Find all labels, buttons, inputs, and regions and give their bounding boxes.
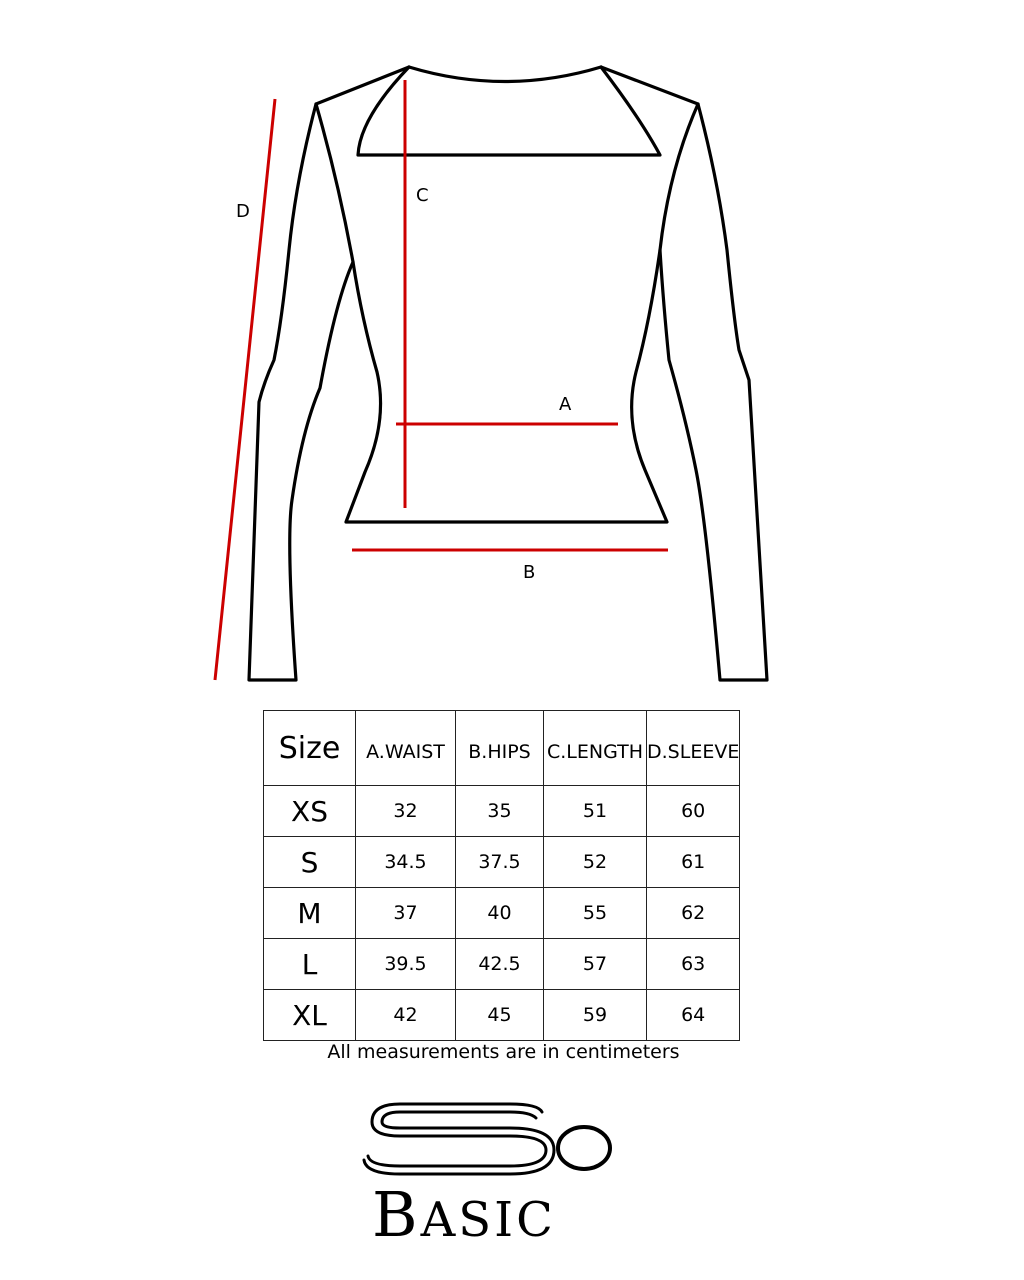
cell-waist: 32 <box>356 786 456 837</box>
cell-sleeve: 62 <box>647 888 740 939</box>
brand-logo <box>360 1098 630 1248</box>
label-a: A <box>559 394 572 415</box>
cell-hips: 45 <box>456 990 544 1041</box>
measurement-note: All measurements are in centimeters <box>327 1041 680 1063</box>
table-header-row <box>264 711 740 786</box>
cell-length: 51 <box>544 786 647 837</box>
measure-line-d-sleeve <box>215 99 275 680</box>
header-length: C.LENGTH <box>544 711 647 786</box>
label-b: B <box>523 562 536 583</box>
cell-sleeve: 63 <box>647 939 740 990</box>
table-row <box>264 888 740 939</box>
cell-waist: 34.5 <box>356 837 456 888</box>
size-chart-table <box>263 710 740 1041</box>
cell-sleeve: 61 <box>647 837 740 888</box>
cell-hips: 37.5 <box>456 837 544 888</box>
cell-waist: 37 <box>356 888 456 939</box>
cell-size: M <box>264 888 356 939</box>
cell-length: 55 <box>544 888 647 939</box>
right-sleeve <box>660 104 767 680</box>
table-row <box>264 786 740 837</box>
table-row <box>264 939 740 990</box>
logo-basic-text: BASIC <box>372 1178 556 1248</box>
cell-length: 57 <box>544 939 647 990</box>
cell-sleeve: 60 <box>647 786 740 837</box>
cell-hips: 42.5 <box>456 939 544 990</box>
table-row <box>264 837 740 888</box>
table-row <box>264 990 740 1041</box>
cell-length: 59 <box>544 990 647 1041</box>
header-sleeve: D.SLEEVE <box>647 711 740 786</box>
cell-sleeve: 64 <box>647 990 740 1041</box>
cell-size: XS <box>264 786 356 837</box>
cell-length: 52 <box>544 837 647 888</box>
garment-outline <box>316 67 698 522</box>
cell-hips: 40 <box>456 888 544 939</box>
header-waist: A.WAIST <box>356 711 456 786</box>
cell-size: S <box>264 837 356 888</box>
header-hips: B.HIPS <box>456 711 544 786</box>
label-d: D <box>236 201 250 222</box>
logo-o-letter <box>558 1127 610 1169</box>
cell-size: XL <box>264 990 356 1041</box>
cell-hips: 35 <box>456 786 544 837</box>
header-size: Size <box>264 711 356 786</box>
label-c: C <box>416 185 429 206</box>
cell-waist: 42 <box>356 990 456 1041</box>
cell-waist: 39.5 <box>356 939 456 990</box>
cell-size: L <box>264 939 356 990</box>
